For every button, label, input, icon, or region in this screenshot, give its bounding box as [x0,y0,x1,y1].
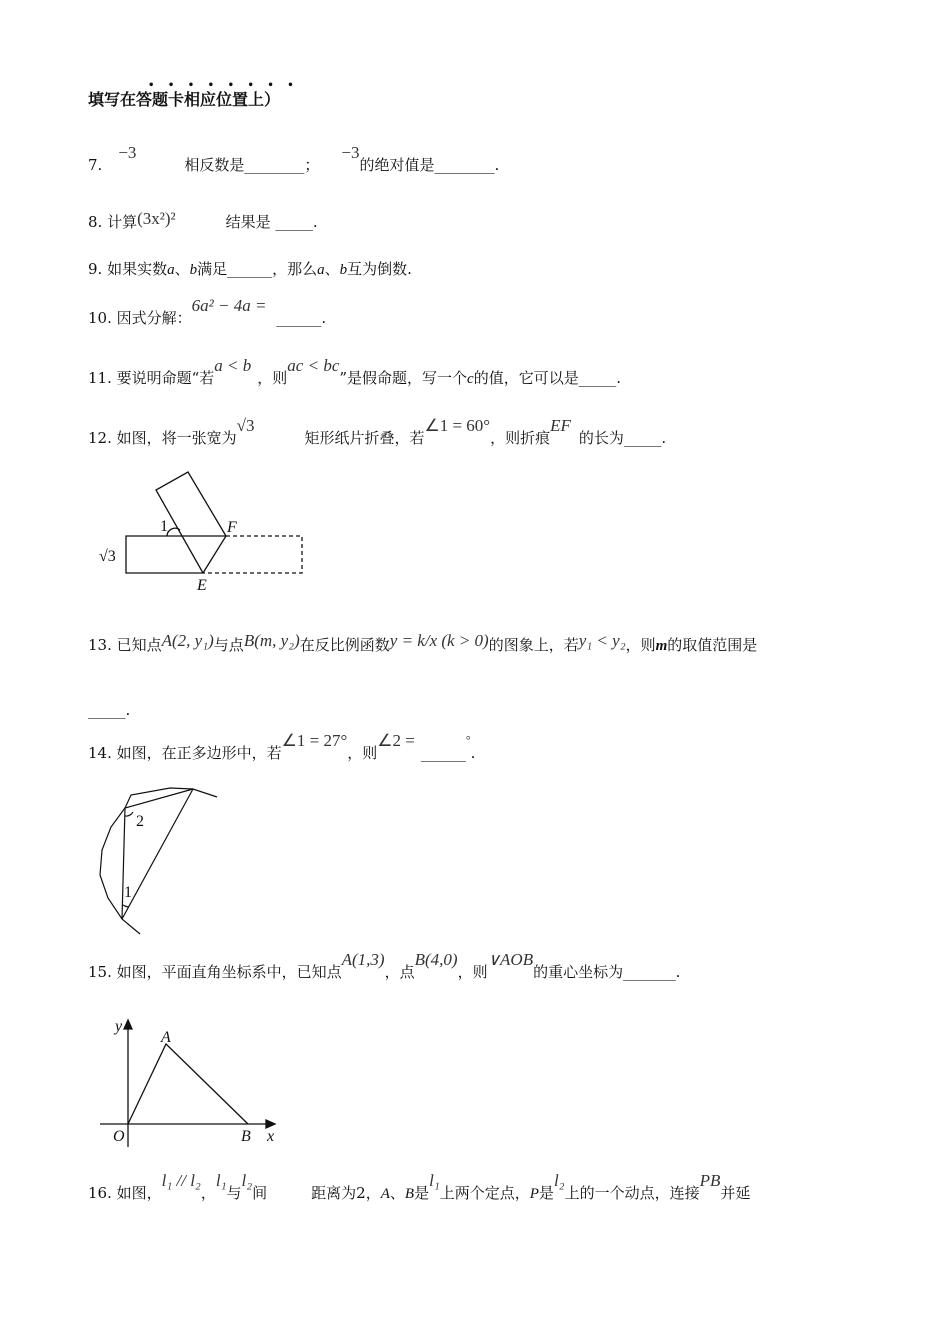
var: c [467,371,474,387]
q-text: 并延 [720,1184,751,1202]
math: 6a² − 4a = [191,296,267,315]
q-text: 在反比例函数 [299,636,390,654]
fig15-label-y: y [115,1018,123,1035]
q-text: 是 [414,1184,430,1202]
q-text: 满足______，那么 [197,260,318,278]
math: ∠1 = 27° [281,731,348,750]
q-num: 14. 如图，在正多边形中，若 [88,744,282,762]
q-num: 10. 因式分解： [88,309,192,327]
math: l₂ [241,1171,253,1190]
q-text: ”是假命题，写一个 [339,369,468,387]
math: l₁ [429,1171,440,1190]
q-text: ______. [276,309,327,327]
math: −3 [118,143,137,162]
math: l₁ // l₂ [161,1171,201,1190]
x-axis-arrow-icon [266,1120,275,1128]
q-text: 上的一个动点，连接 [564,1184,700,1202]
var: P [529,1186,539,1202]
y-axis-arrow-icon [124,1020,132,1029]
rectangle-dashed-edge [203,536,302,573]
math: y₁ < y₂ [578,631,626,650]
math: B(4,0) [414,950,458,969]
rectangle-solid-edge [126,536,226,573]
math: ac < bc [287,356,340,375]
math: ∠1 = 60° [424,416,491,435]
q-text: 与点 [213,636,244,654]
math: ∠2 = [377,731,415,750]
math: A(2, y₁) [161,631,214,650]
q-text: 的图象上，若 [488,636,579,654]
sep: 、 [389,1184,405,1202]
emphasis-dots: •••••••• [148,80,308,91]
q-text: 的值，它可以是_____. [473,369,621,387]
fig15-label-A: A [161,1029,171,1046]
q-text: 的长为_____. [578,429,667,447]
math: l₂ [553,1171,565,1190]
angle-1-arc [123,905,129,907]
q-text: ，则 [457,963,488,981]
angle-1-arc [167,528,180,536]
fig14-label-2: 2 [136,813,144,830]
var: B [404,1186,415,1202]
sep: 、 [324,260,340,278]
q-num: 12. 如图，将一张宽为 [88,429,237,447]
math: −3 [341,143,360,162]
math: y = k/x (k > 0) [389,631,489,650]
fig12-label-F: F [227,519,237,536]
q-text: 结果是 _____. [225,213,318,231]
math: a < b [214,356,252,375]
math: l₁ [215,1171,227,1190]
q-text: 的重心坐标为_______. [533,963,681,981]
q-text: 相反数是________； [184,156,320,174]
var: b [189,262,198,278]
q-num: 16. 如图， [88,1184,162,1202]
q-text: . [470,744,476,762]
math: ∨AOB [487,950,534,969]
math: A(1,3) [341,950,385,969]
q-text: ，则 [257,369,288,387]
question-13-blank: _____. [88,701,131,719]
diagonal-3 [125,789,193,808]
math: PB [699,1171,721,1190]
math: EF [550,416,571,435]
fig15-label-B: B [241,1128,251,1145]
section-instruction: 填写在答题卡相应位置上） [88,90,281,109]
angle-2-arc [125,812,133,816]
fig15-label-x: x [267,1128,275,1145]
fig12-label-1: 1 [160,518,168,535]
figure-14-regular-polygon [100,788,217,934]
q-num: 15. 如图，平面直角坐标系中，已知点 [88,963,342,981]
var: A [380,1186,390,1202]
sep: 、 [174,260,190,278]
q-text: ______ [420,744,466,762]
math: ° [465,733,471,747]
polygon-edges [100,788,217,934]
q-text: 上两个定点， [439,1184,530,1202]
fig15-label-O: O [113,1128,125,1145]
fig12-label-E: E [197,577,207,594]
fig14-label-1: 1 [124,884,132,901]
q-text: 是 [538,1184,554,1202]
q-num: 9. 如果实数 [88,260,168,278]
q-text: 的取值范围是 [667,636,758,654]
fig12-label-sqrt3: √3 [99,548,116,565]
q-num: 11. 要说明命题“若 [88,369,215,387]
q-text: 矩形纸片折叠，若 [304,429,425,447]
q-text: ， [200,1184,216,1202]
q-num: 8. 计算 [88,213,138,231]
q-text: ，点 [384,963,415,981]
math: √3 [236,416,255,435]
q-text: ，则折痕 [490,429,551,447]
q-text: 与 [226,1184,242,1202]
q-text: 间 [252,1184,268,1202]
q-text: 互为倒数. [347,260,412,278]
q-text: ，则 [625,636,656,654]
var: m [655,638,668,654]
var: a [167,262,175,278]
q-text: 距离为2， [311,1184,381,1202]
diagonal-1 [122,808,125,919]
var: a [317,262,325,278]
q-num: 13. 已知点 [88,636,162,654]
q-text: ，则 [347,744,378,762]
diagonal-2 [122,789,193,919]
q-text: 的绝对值是________. [359,156,500,174]
triangle-AOB [128,1044,248,1124]
math: (3x²)² [137,209,176,228]
q-num: 7. [88,156,103,174]
math: B(m, y₂) [243,631,300,650]
figure-12-folded-rectangle [126,472,302,573]
var: b [339,262,348,278]
